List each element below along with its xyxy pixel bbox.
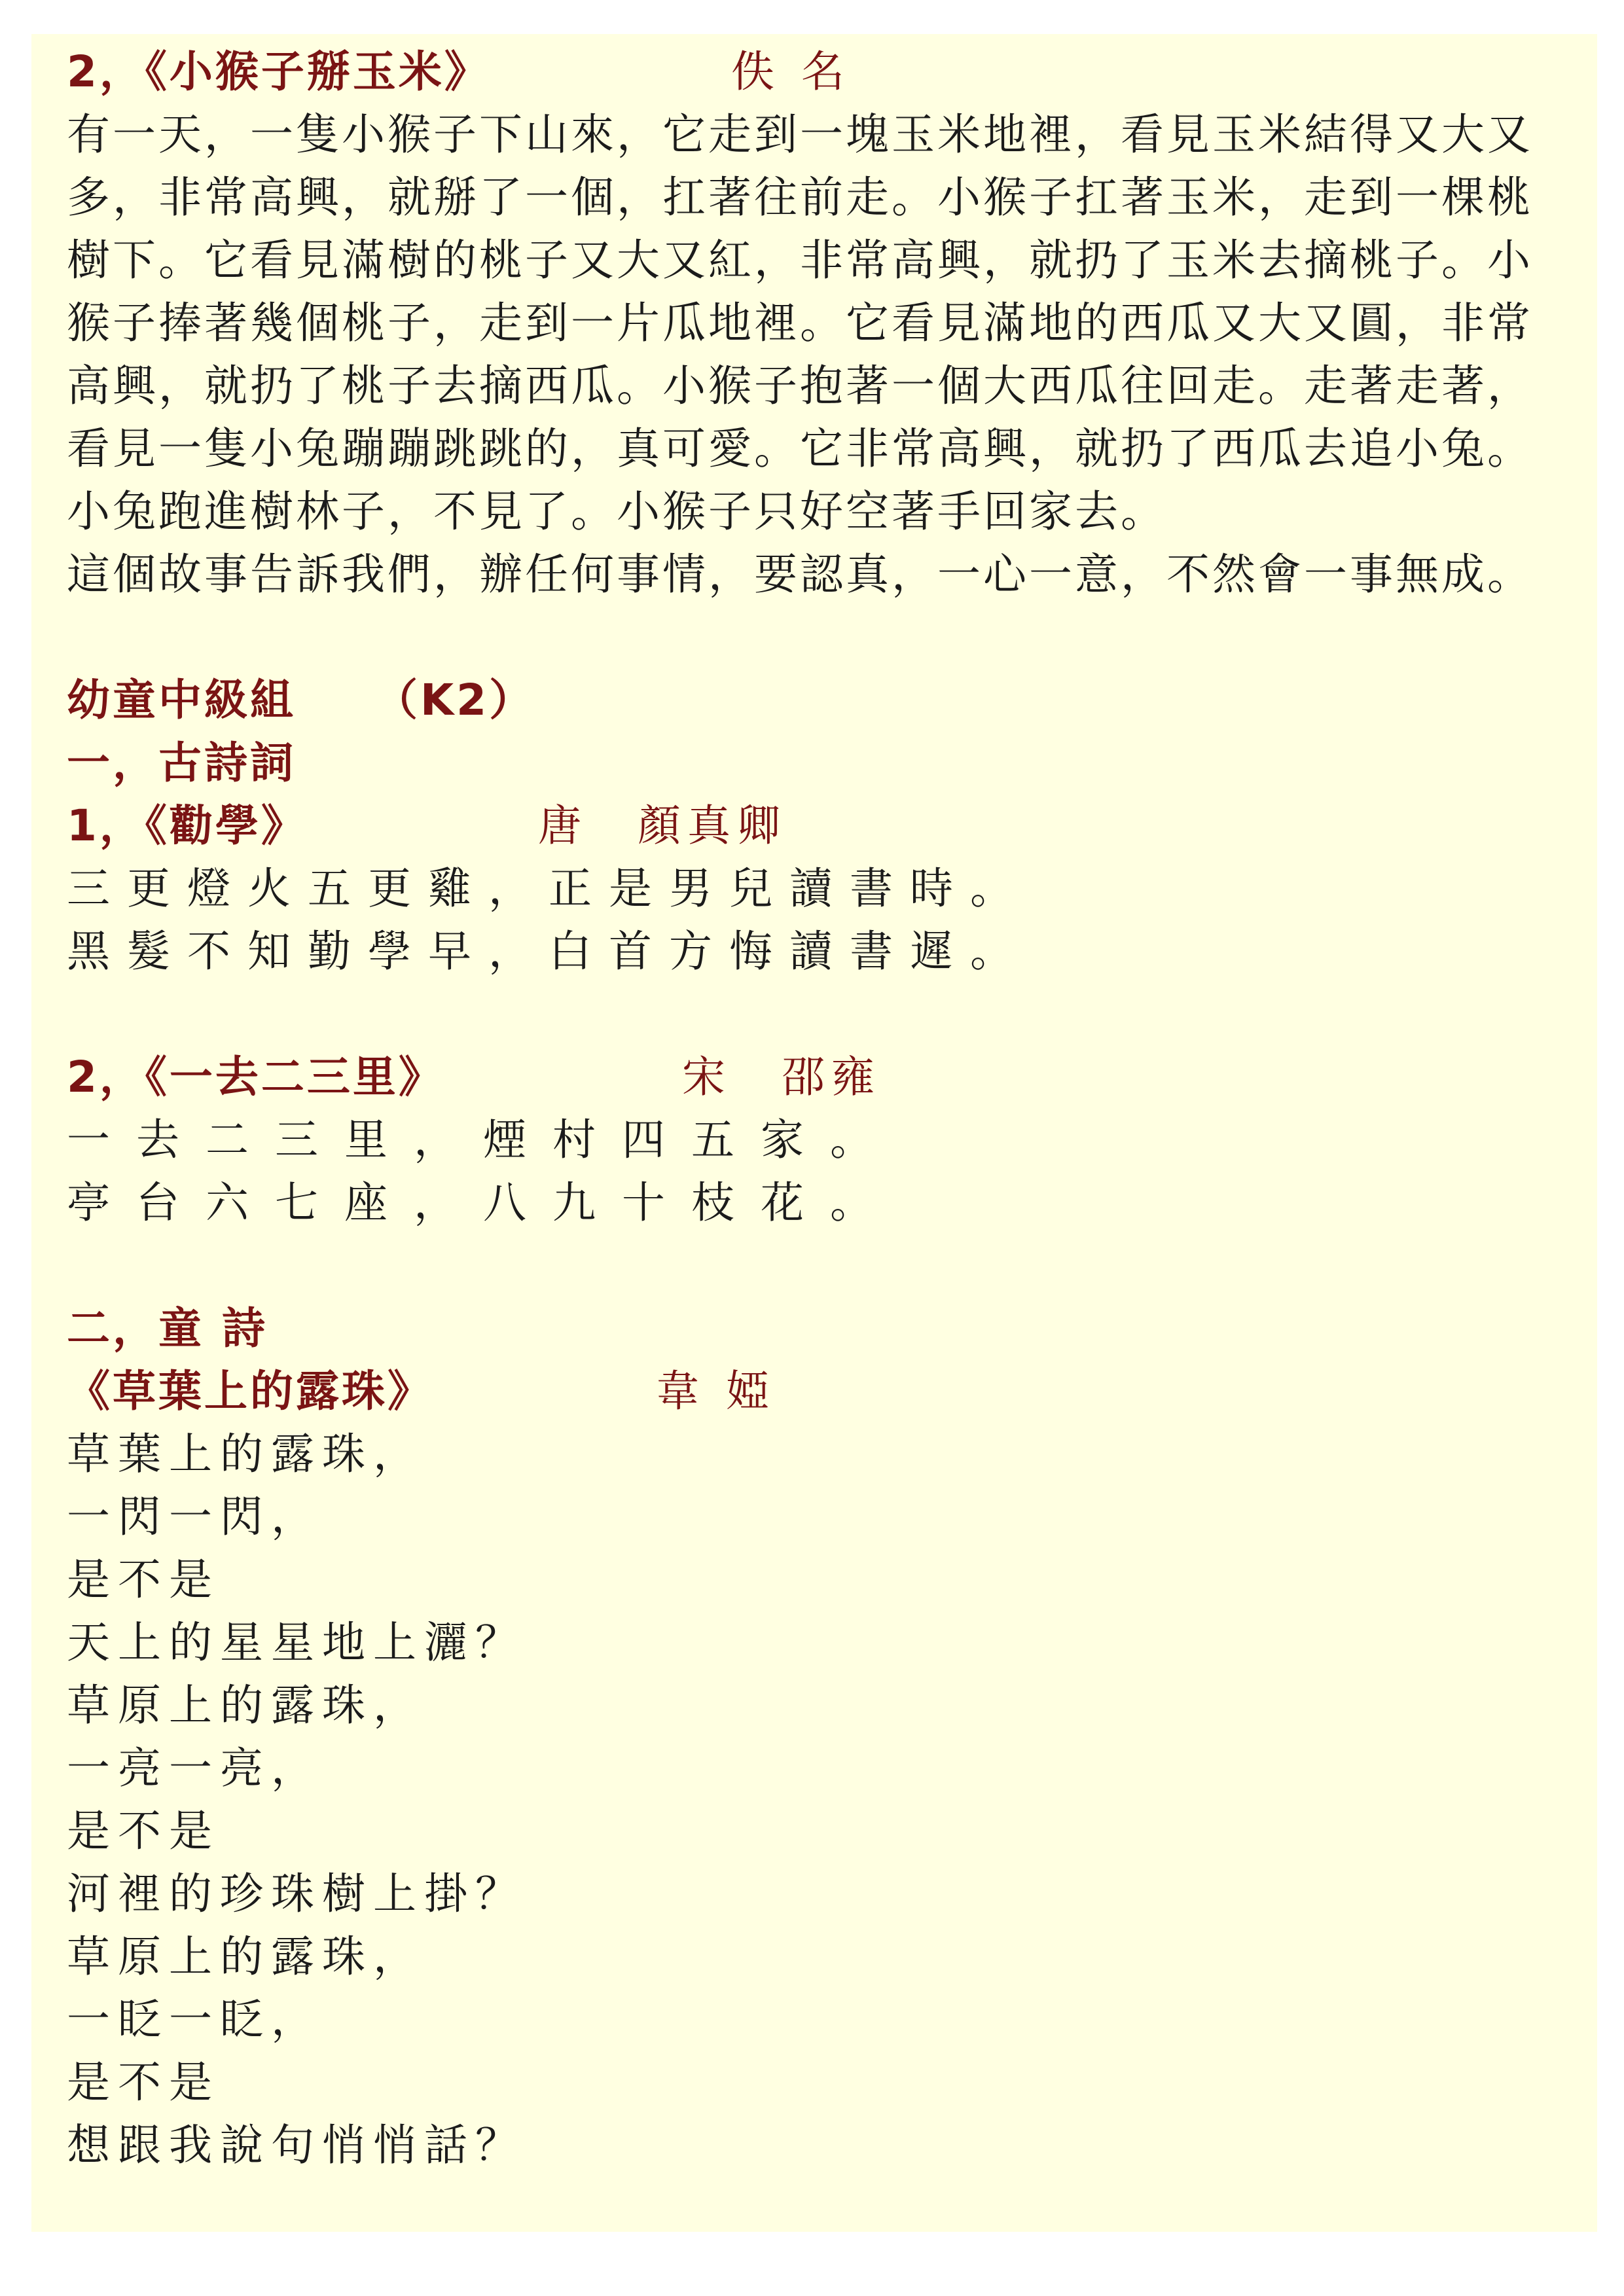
story-line-2: 多，非常高興，就掰了一個，扛著往前走。小猴子扛著玉米，走到一棵桃: [67, 172, 1533, 223]
story-line-1: 有一天，一隻小猴子下山來，它走到一塊玉米地裡，看見玉米結得又大又: [67, 109, 1533, 160]
poem-3-heading: [67, 1360, 776, 1423]
poem-3-line-4: 天上的星星地上灑？: [67, 1617, 526, 1668]
poem-3-line-10: 一眨一眨，: [67, 1994, 322, 2045]
story-line-6: 看見一隻小兔蹦蹦跳跳的，真可愛。它非常高興，就扔了西瓜去追小兔。: [67, 423, 1533, 474]
poem-3-line-6: 一亮一亮，: [67, 1743, 322, 1793]
poem-3-author: 韋 婭: [656, 1366, 776, 1416]
story-author: 佚 名: [731, 46, 851, 97]
poem-2-line-1: 一去二三里，煙村四五家。: [67, 1115, 899, 1165]
poem-3-title: 《草葉上的露珠》: [67, 1366, 433, 1416]
group-heading: [67, 669, 535, 732]
poem-1-line-1: 三更燈火五更雞，正是男兒讀書時。: [67, 863, 1030, 914]
story-line-3: 樹下。它看見滿樹的桃子又大又紅，非常高興，就扔了玉米去摘桃子。小: [67, 235, 1533, 285]
poem-3-line-8: 河裡的珍珠樹上掛？: [67, 1869, 526, 1919]
poem-1-title: 1，《勸學》: [67, 800, 307, 851]
poem-3-line-7: 是不是: [67, 1806, 220, 1856]
document-page: [31, 34, 1597, 2232]
poem-3-line-9: 草原上的露珠，: [67, 1931, 424, 1982]
poem-2-author: 宋 邵雍: [682, 1052, 881, 1102]
poem-1-author: 唐 顏真卿: [538, 800, 787, 851]
poem-3-line-2: 一閃一閃，: [67, 1492, 322, 1542]
poem-1-line-2: 黑髮不知勤學早，白首方悔讀書遲。: [67, 926, 1030, 977]
story-line-7: 小兔跑進樹林子，不見了。小猴子只好空著手回家去。: [67, 486, 1166, 537]
story-line-4: 猴子捧著幾個桃子，走到一片瓜地裡。它看見滿地的西瓜又大又圓，非常: [67, 298, 1533, 348]
poem-3-line-3: 是不是: [67, 1554, 220, 1605]
poem-3-line-5: 草原上的露珠，: [67, 1680, 424, 1731]
poem-1-heading: [67, 795, 787, 857]
group-code: （K2）: [374, 675, 535, 725]
section-1-title: 一，古詩詞: [67, 738, 296, 788]
story-title-text: 2，《小猴子掰玉米》: [67, 46, 490, 97]
section-2-title: 二，童 詩: [67, 1303, 268, 1354]
poem-2-line-2: 亭台六七座，八九十枝花。: [67, 1177, 899, 1228]
poem-3-line-1: 草葉上的露珠，: [67, 1429, 424, 1479]
group-title: 幼童中級組: [67, 675, 296, 725]
poem-3-line-11: 是不是: [67, 2057, 220, 2108]
story-line-5: 高興，就扔了桃子去摘西瓜。小猴子抱著一個大西瓜往回走。走著走著，: [67, 361, 1533, 411]
story-moral: 這個故事告訴我們，辦任何事情，要認真，一心一意，不然會一事無成。: [67, 549, 1533, 600]
poem-3-line-12: 想跟我說句悄悄話？: [67, 2120, 526, 2170]
poem-2-heading: [67, 1046, 881, 1109]
poem-2-title: 2，《一去二三里》: [67, 1052, 444, 1102]
story-title: [67, 41, 851, 103]
